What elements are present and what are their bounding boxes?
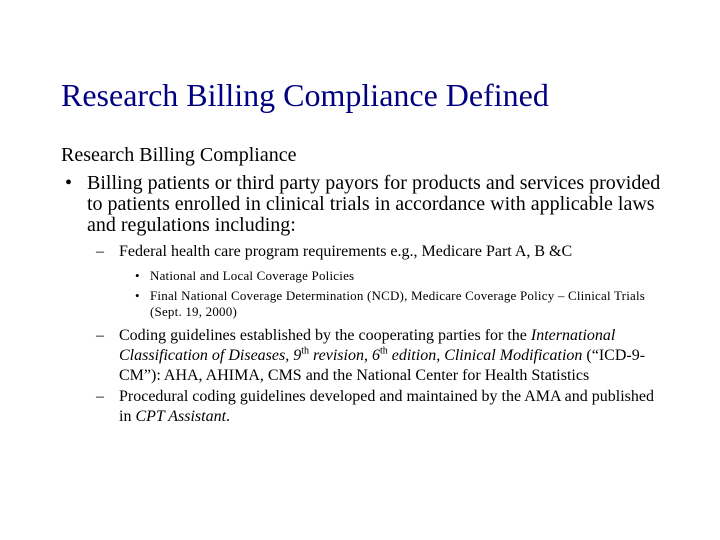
subitem-text: Procedural coding guidelines developed and maintained by the AMA and published in	[119, 388, 654, 425]
cpt-assistant-italic: CPT Assistant	[135, 408, 227, 425]
subitem-procedural-coding	[61, 387, 661, 427]
bullet-marker: •	[135, 268, 140, 283]
subsubitem-text: National and Local Coverage Policies	[150, 268, 355, 283]
subitem-text: Coding guidelines established by the cooperating parties for the	[119, 327, 531, 344]
bullet-billing-patients	[61, 173, 661, 236]
lead-heading: Research Billing Compliance	[61, 144, 297, 166]
dash-marker: –	[96, 388, 104, 405]
subitem-text: (“ICD-9-CM”): AHA, AHIMA, CMS and the National Center for Health Statistics	[119, 347, 646, 384]
subitem-text: Federal health care program requirements e.g., Medicare Part A, B &C	[119, 243, 573, 260]
subsubitem-coverage-policies	[61, 268, 661, 284]
bullet-marker: •	[135, 288, 140, 303]
subsubitem-ncd	[61, 288, 661, 320]
bullet-marker: •	[65, 172, 73, 194]
subitem-federal-requirements	[61, 242, 661, 262]
icd-title-italic: revision, 6	[309, 347, 380, 364]
slide-title: Research Billing Compliance Defined	[61, 77, 549, 113]
bullet-text: Billing patients or third party payors for products and services provided to patients enrolled in clinical trials in accordance with applicable laws and regulations including:	[87, 172, 661, 236]
dash-marker: –	[96, 243, 104, 260]
icd-title-italic: edition, Clinical Modification	[387, 347, 583, 364]
subsubitem-text: Final National Coverage Determination (NCD), Medicare Coverage Policy – Clinical Trials (Sept. 19, 2000)	[150, 288, 646, 319]
dash-marker: –	[96, 327, 104, 344]
slide-body	[61, 143, 661, 427]
ordinal-suffix: th	[379, 345, 388, 357]
icd-title-italic: International Classification of Diseases, 9	[119, 327, 616, 364]
ordinal-suffix: th	[301, 345, 310, 357]
subitem-coding-guidelines	[61, 326, 661, 386]
subitem-text: .	[226, 408, 231, 425]
